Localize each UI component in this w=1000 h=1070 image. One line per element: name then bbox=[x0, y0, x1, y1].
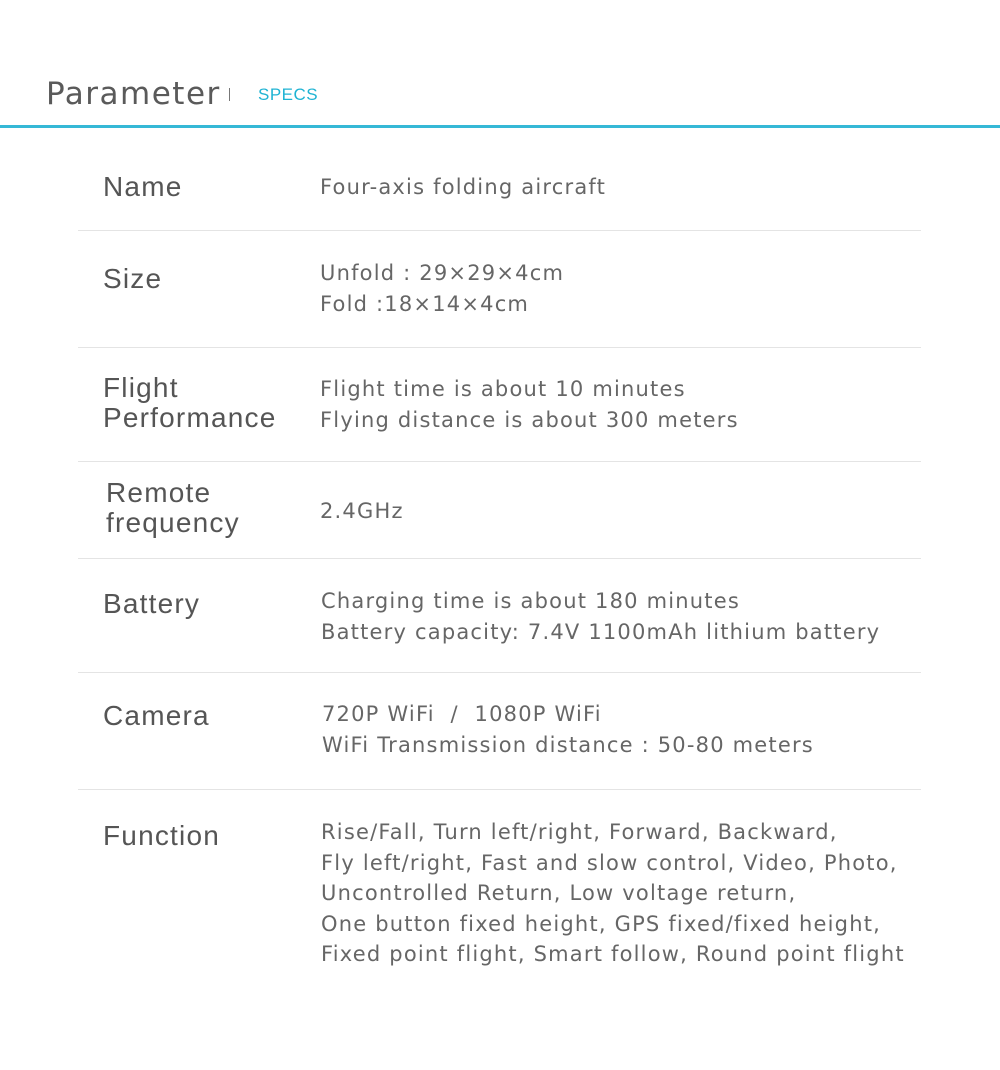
spec-value-line: Charging time is about 180 minutes bbox=[321, 589, 740, 613]
spec-value-line: Battery capacity: 7.4V 1100mAh lithium battery bbox=[321, 619, 881, 644]
spec-value-line: Fixed point flight, Smart follow, Round point flight bbox=[321, 942, 905, 966]
spec-value-flight-performance bbox=[320, 374, 739, 435]
spec-label-name: Name bbox=[103, 171, 183, 202]
title-separator bbox=[229, 88, 230, 101]
spec-value-line: Fold :18×14×4cm bbox=[320, 291, 530, 316]
spec-label-battery: Battery bbox=[103, 588, 201, 619]
spec-header bbox=[0, 0, 1000, 128]
spec-label-flight-performance: Flight Performance bbox=[103, 372, 277, 433]
row-divider bbox=[78, 347, 921, 348]
section-subtitle: SPECS bbox=[258, 85, 319, 104]
spec-value-battery bbox=[321, 586, 880, 647]
row-divider bbox=[78, 558, 921, 559]
spec-value-name bbox=[320, 172, 606, 203]
spec-label-size: Size bbox=[103, 263, 163, 294]
spec-value-line: Four-axis folding aircraft bbox=[320, 175, 607, 199]
header-rule bbox=[0, 125, 1000, 128]
spec-value-line: Uncontrolled Return, Low voltage return, bbox=[321, 881, 797, 905]
spec-value-line: Unfold : 29×29×4cm bbox=[320, 261, 565, 285]
spec-value-line: Flying distance is about 300 meters bbox=[320, 407, 739, 432]
spec-value-line: WiFi Transmission distance : 50-80 meters bbox=[322, 732, 814, 757]
spec-value-size bbox=[320, 258, 564, 319]
spec-value-line: Rise/Fall, Turn left/right, Forward, Backward, bbox=[321, 820, 838, 844]
spec-value-camera bbox=[322, 699, 814, 760]
spec-label-remote-frequency: Remote frequency bbox=[106, 477, 240, 538]
spec-value-line: 2.4GHz bbox=[320, 499, 404, 523]
spec-value-function bbox=[321, 817, 905, 970]
row-divider bbox=[78, 461, 921, 462]
spec-label-function: Function bbox=[103, 820, 220, 851]
row-divider bbox=[78, 230, 921, 231]
spec-value-line: Fly left/right, Fast and slow control, Video, Photo, bbox=[321, 850, 898, 875]
spec-value-remote-frequency bbox=[320, 496, 404, 527]
row-divider bbox=[78, 789, 921, 790]
spec-value-line: Flight time is about 10 minutes bbox=[320, 377, 686, 401]
spec-value-line: 720P WiFi / 1080P WiFi bbox=[322, 702, 602, 726]
spec-value-line: One button fixed height, GPS fixed/fixed height, bbox=[321, 911, 882, 936]
spec-label-camera: Camera bbox=[103, 700, 210, 731]
row-divider bbox=[78, 672, 921, 673]
section-title: Parameter bbox=[46, 76, 221, 112]
